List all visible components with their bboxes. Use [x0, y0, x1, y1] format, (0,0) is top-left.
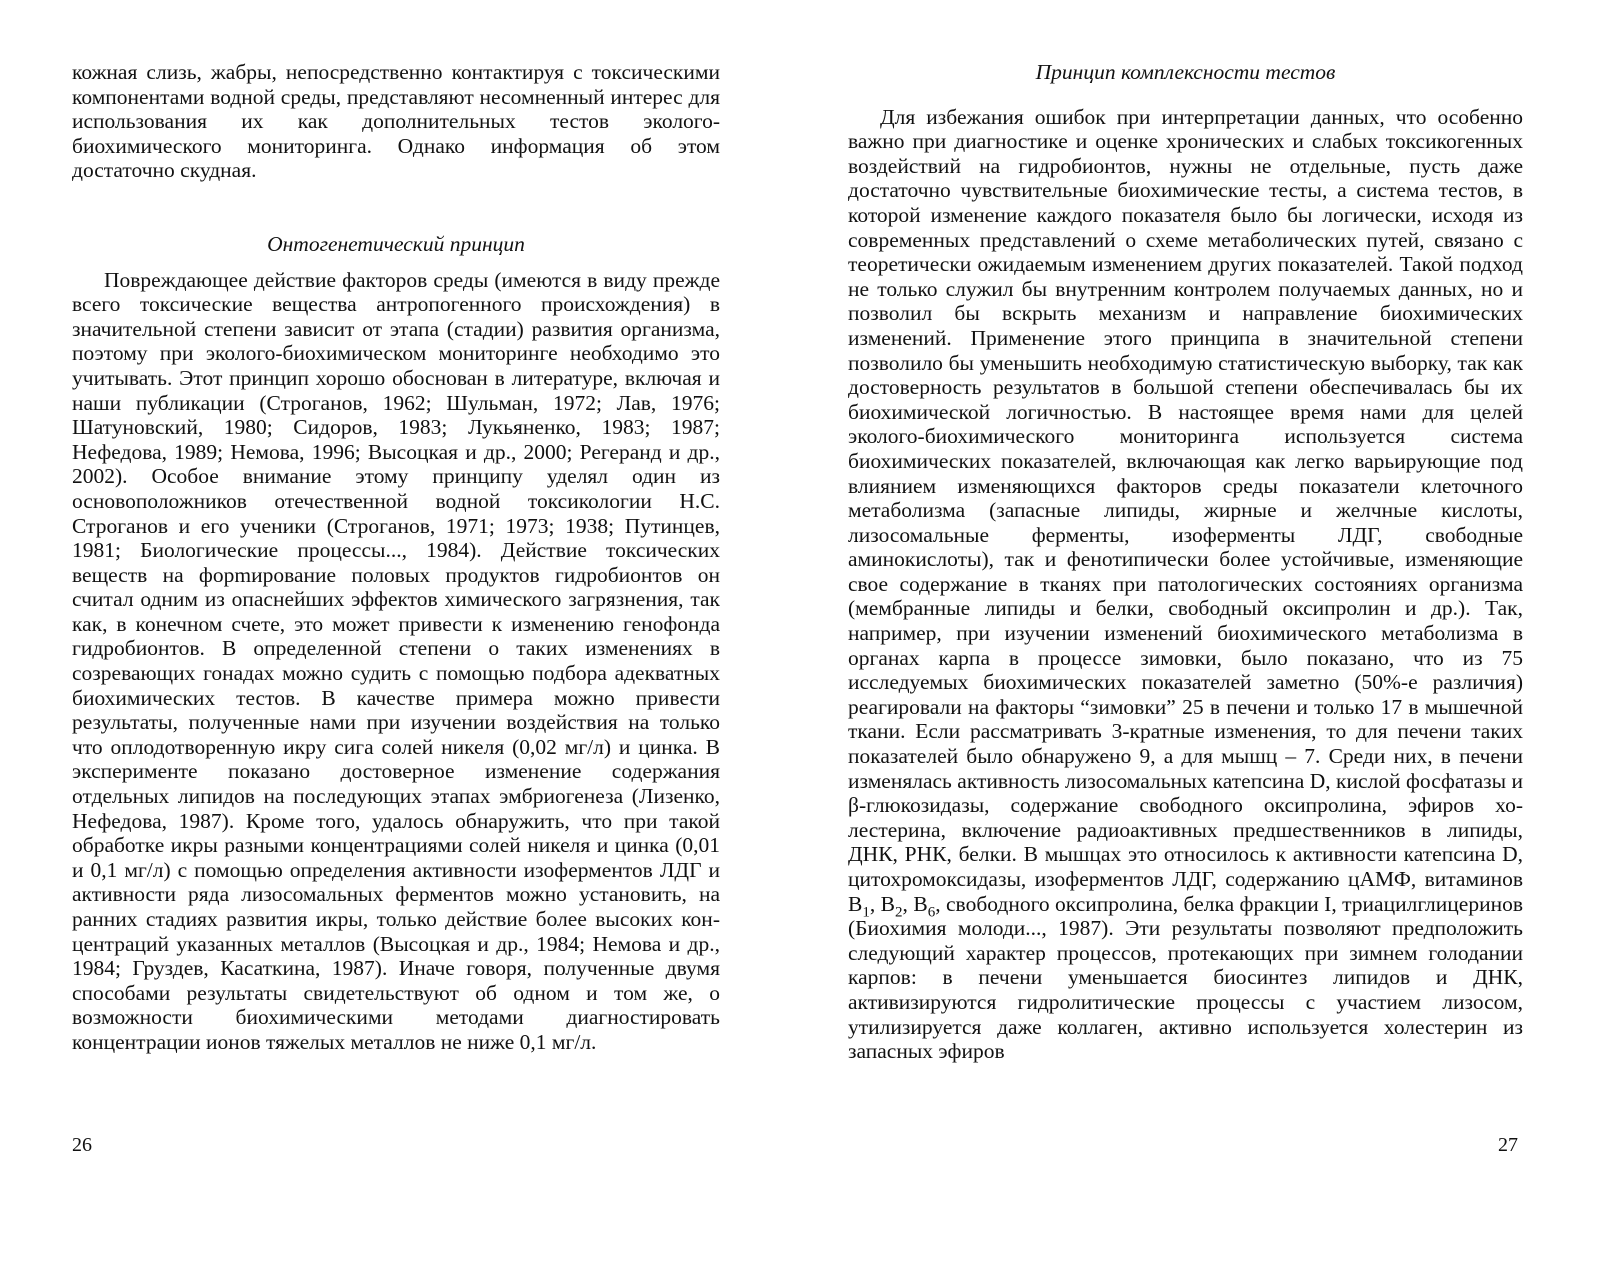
page-number-right: 27	[1498, 1134, 1518, 1156]
paragraph-complexity	[848, 105, 1523, 1064]
paragraph-ontogenetic: Повреждающее действие факторов среды (имеются в виду прежде всего токсические вещества антропогенного происхождения) в значительной степени зависит от этапа (стадии) развития организма, поэтому при эколого-биохимическом мониторинге необходимо это учитывать. Этот принцип хорошо обоснован в литературе, включая и наши публикации (Строганов, 1962; Шульман, 1972; Лав, 1976; Шатуновский, 1980; Сидоров, 1983; Лукьяненко, 1983; 1987; Нефедова, 1989; Немова, 1996; Высоцкая и др., 2000; Регеранд и др., 2002). Особое внимание этому принципу уделял один из основоположников отечественной водной токсикологии Н.С. Строганов и его ученики (Строганов, 1971; 1973; 1938; Путинцев, 1981; Биологические процессы..., 1984). Действие токсических веществ на форmирование половых продуктов гидробионтов он считал одним из опаснейших эффектов химического загрязнения, так как, в конечном счете, это может привести к изменению генофонда гидробионтов. В определенной степени о таких изменениях в созревающих гонадах можно судить с помощью подбора адекватных биохимических тестов. В качестве примера можно привести результаты, полученные нами при изучении воздействия на только что оплодотворенную икру сига солей никеля (0,02 мг/л) и цинка. В эксперименте показано достоверное изменение содержания отдельных липидов на последующих этапах эмбриогенеза (Лизенко, Нефедова, 1987). Кроме того, удалось обнаружить, что при такой обработке икры разными концентрациями солей никеля и цинка (0,01 и 0,1 мг/л) с помощью определения активности изоферментов ЛДГ и активности ряда лизосомальных ферментов можно установить, на ранних стадиях развития икры, только действие более высоких концентраций указанных металлов (Высоцкая и др., 1984; Немова и др., 1984; Груздев, Касаткина, 1987). Иначе говоря, полученные двумя способами результаты свидетельствуют об одном и том же, о возможности биохимическими методами диагностировать концентрации ионов тяжелых металлов не ниже 0,1 мг/л.	[72, 267, 720, 1054]
subscript: 2	[895, 903, 903, 920]
spacer	[72, 257, 720, 268]
separator: , B	[902, 891, 928, 916]
left-text-column	[72, 60, 720, 1055]
spacer	[848, 85, 1523, 105]
right-page	[800, 0, 1600, 1262]
separator: , B	[869, 891, 896, 916]
subscript: 1	[862, 903, 870, 920]
paragraph-continued: кожная слизь, жабры, непосредственно контактируя с токсическими компонентами водной среды, представляют несомненный интерес для использования их как дополнительных тестов эколого-биохимического мониторинга. Однако информация об этом достаточно скудная.	[72, 60, 720, 183]
section-heading-complexity: Принцип комплексности тестов	[1035, 60, 1336, 84]
paragraph-text: Для избежания ошибок при интерпретации данных, что особенно важно при диагностике и оценке хронических и слабых токсикогенных воздействий на гидробионтов, нужны не отдельные, пусть даже достаточно чувствительные биохимические тесты, а система тестов, в которой изменение каждого показателя было бы логически, исходя из современных представлений о схеме метаболических путей, связано с теоретически ожидаемым изменением других показателей. Такой подход не только служил бы внутренним контролем получаемых данных, но и позволил бы вскрыть механизм и направление биохимических изменений. Применение этого принципа в значительной степени позволило бы уменьшить необходимую статистическую выборку, так как достоверность результатов в большой степени обеспечивалась бы их биохимической логичностью. В настоящее время нами для целей эколого-биохимического мониторинга используется система биохимических показателей, включающая как легко варьирующие под влиянием изменяющихся факторов среды показатели клеточного метаболизма (запасные липиды, жирные и желчные кислоты, лизосомальные ферменты, изоферменты ЛДГ, свободные аминокислоты), так и фенотипически более устойчивые, изменяющие свое содержание в тканях при патологических состояниях организма (мембранные липиды и белки, свободный оксипролин и др.). Так, например, при изучении изменений биохимического метаболизма в органах карпа в процессе зимовки, было показано, что из 75 исследуемых биохимических показателей заметно (50%-е различия) реагировали на факторы “зимовки” 25 в печени и только 17 в мышечной ткани. Если рассматривать 3-кратные изменения, то для печени таких показателей было обнаружено 9, а для мышц – 7. Среди них, в печени изменялась активность лизосомальных катепсина D, кислой фосфатазы и β-глюкозидазы, содержание свободного оксипролина, эфиров холестерина, включение радиоактивных предшественников в липиды, ДНК, РНК, белки. В мышцах это относилось к активности катепсина D, цитохромоксидазы, изоферментов ЛДГ, содержанию цАМФ, витаминов B	[848, 104, 1523, 916]
page-number-left: 26	[72, 1134, 92, 1156]
spacer	[72, 183, 720, 232]
subscript: 6	[927, 903, 936, 920]
paragraph-text-end: , свободного оксипролина, белка фракции I, триацилглицеринов (Биохимия молоди..., 1987). Эти результаты позволяют предположить следующий характер процессов, протекающих при зимнем голодании карпов: в печени уменьшается биосинтез липидов и ДНК, активизируются гидролитические процессы с участием лизосом, утилизируется даже коллаген, активно используется холестерин из запасных эфиров	[848, 891, 1523, 1064]
left-page	[0, 0, 780, 1262]
right-text-column	[848, 60, 1523, 1064]
section-heading-ontogenetic: Онтогенетический принцип	[267, 231, 525, 256]
